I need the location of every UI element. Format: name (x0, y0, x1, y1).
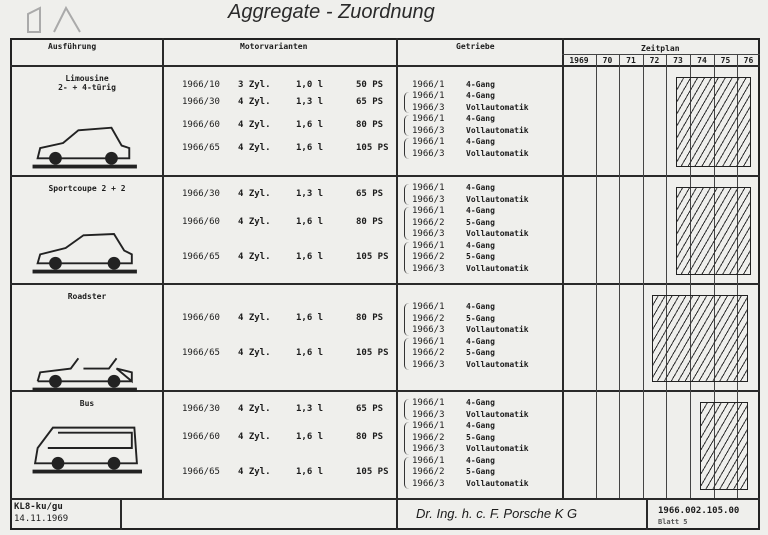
motor-code: 1966/60 (182, 313, 220, 324)
header-ausfuehrung: Ausführung (48, 42, 97, 51)
row-divider (10, 283, 760, 285)
year-label-71: 71 (626, 56, 636, 65)
gearbox-code: 1966/1 (412, 79, 445, 90)
gearbox-type: Vollautomatik (466, 229, 529, 238)
gearbox-code: 1966/2 (412, 217, 445, 228)
gearbox-code: 1966/1 (412, 455, 445, 466)
gearbox-type: Vollautomatik (466, 125, 529, 135)
footer-sheet: Blatt 5 (658, 518, 688, 526)
motor-ps: 65 PS (356, 96, 384, 107)
motor-disp: 1,6 l (296, 251, 324, 262)
motor-cyl: 4 Zyl. (238, 142, 271, 153)
gearbox-type: 5-Gang (466, 467, 495, 476)
gearbox-code: 1966/1 (412, 398, 445, 408)
motor-cyl: 4 Zyl. (238, 313, 271, 324)
gearbox-type: 4-Gang (466, 206, 495, 215)
gearbox-code: 1966/3 (412, 359, 445, 370)
gearbox-type: 4-Gang (466, 336, 495, 346)
coupe-car-icon (26, 220, 146, 276)
motor-ps: 80 PS (356, 217, 384, 228)
schedule-bar (676, 187, 751, 275)
gearbox-type: 4-Gang (466, 398, 495, 407)
gearbox-type: Vollautomatik (466, 263, 529, 273)
gearbox-code: 1966/2 (412, 252, 445, 262)
vehicle-name: Roadster (67, 292, 107, 301)
motor-code: 1966/60 (182, 119, 220, 130)
gearbox-code: 1966/3 (412, 263, 445, 274)
brace-icon (404, 338, 409, 371)
motor-code: 1966/65 (182, 251, 220, 262)
motor-ps: 65 PS (356, 403, 384, 414)
year-divider (619, 54, 620, 498)
gearbox-code: 1966/2 (412, 348, 445, 358)
gearbox-type: 4-Gang (466, 91, 495, 101)
gearbox-code: 1966/2 (412, 467, 445, 477)
gearbox-code: 1966/1 (412, 114, 445, 125)
brace-icon (404, 399, 409, 420)
footer-reference: KL8-ku/gu (14, 502, 63, 512)
motor-cyl: 4 Zyl. (238, 347, 271, 358)
motor-ps: 65 PS (356, 188, 384, 199)
footer-date: 14.11.1969 (14, 514, 69, 524)
motor-cyl: 4 Zyl. (238, 217, 271, 228)
year-divider (643, 54, 644, 498)
footer-document-number: 1966.002.105.00 (658, 506, 740, 516)
gearbox-code: 1966/1 (412, 240, 445, 251)
year-label-70: 70 (602, 56, 613, 65)
motor-ps: 80 PS (356, 119, 384, 130)
gearbox-type: 4-Gang (466, 114, 495, 124)
column-divider (562, 38, 564, 498)
vehicle-name: Sportcoupe 2 + 2 (48, 184, 126, 193)
motor-ps: 80 PS (356, 432, 384, 443)
vehicle-name: Bus (79, 399, 95, 408)
header-motorvarianten: Motorvarianten (240, 42, 308, 51)
gearbox-code: 1966/3 (412, 444, 445, 454)
year-label-1969: 1969 (569, 56, 589, 65)
da-logo (24, 4, 86, 36)
gearbox-type: 5-Gang (466, 432, 495, 442)
motor-ps: 105 PS (356, 251, 389, 262)
gearbox-type: 4-Gang (466, 79, 495, 89)
motor-cyl: 4 Zyl. (238, 466, 271, 477)
gearbox-code: 1966/3 (412, 125, 445, 136)
motor-code: 1966/65 (182, 142, 220, 153)
row-divider (10, 65, 760, 67)
gearbox-type: Vollautomatik (466, 194, 529, 204)
gearbox-code: 1966/3 (412, 325, 445, 335)
roadster-car-icon (26, 338, 146, 394)
motor-code: 1966/60 (182, 217, 220, 228)
document-title: Aggregate - Zuordnung (228, 1, 435, 23)
footer-divider (120, 498, 122, 530)
gearbox-code: 1966/1 (412, 137, 445, 148)
gearbox-type: Vollautomatik (466, 359, 529, 369)
gearbox-type: 4-Gang (466, 137, 495, 147)
schedule-bar (652, 295, 748, 382)
gearbox-type: 4-Gang (466, 455, 495, 465)
year-label-72: 72 (649, 56, 660, 65)
brace-icon (404, 138, 409, 159)
brace-icon (404, 115, 409, 136)
footer-divider (646, 498, 648, 530)
brace-icon (404, 303, 409, 336)
gearbox-type: 5-Gang (466, 313, 495, 323)
gearbox-code: 1966/1 (412, 421, 445, 431)
gearbox-type: 4-Gang (466, 240, 495, 250)
gearbox-code: 1966/1 (412, 302, 445, 312)
gearbox-code: 1966/1 (412, 91, 445, 102)
motor-disp: 1,6 l (296, 347, 324, 358)
column-divider (162, 38, 164, 498)
motor-disp: 1,6 l (296, 466, 324, 477)
year-label-74: 74 (697, 56, 707, 65)
year-header-line (562, 54, 760, 55)
brace-icon (404, 92, 409, 113)
gearbox-code: 1966/3 (412, 148, 445, 159)
gearbox-type: Vollautomatik (466, 409, 529, 419)
gearbox-code: 1966/3 (412, 194, 445, 205)
gearbox-type: 5-Gang (466, 252, 495, 261)
brace-icon (404, 422, 409, 455)
gearbox-type: Vollautomatik (466, 444, 529, 453)
motor-disp: 1,3 l (296, 188, 324, 199)
gearbox-type: Vollautomatik (466, 102, 529, 112)
vehicle-name: Limousine 2- + 4-türig (58, 74, 116, 92)
hatchback-car-icon (26, 115, 146, 171)
brace-icon (404, 207, 409, 240)
gearbox-type: Vollautomatik (466, 325, 529, 334)
schedule-bar (676, 77, 751, 167)
schedule-bar (700, 402, 749, 490)
motor-code: 1966/10 (182, 79, 220, 90)
bus-icon (26, 420, 146, 476)
gearbox-type: 5-Gang (466, 217, 495, 227)
motor-ps: 50 PS (356, 79, 384, 90)
motor-disp: 1,6 l (296, 313, 324, 324)
gearbox-type: 4-Gang (466, 302, 495, 311)
motor-code: 1966/30 (182, 403, 220, 414)
footer-divider (396, 498, 398, 530)
motor-cyl: 3 Zyl. (238, 79, 271, 90)
year-divider (596, 54, 597, 498)
motor-disp: 1,6 l (296, 119, 324, 130)
gearbox-type: Vollautomatik (466, 148, 529, 158)
motor-disp: 1,3 l (296, 403, 324, 414)
gearbox-code: 1966/2 (412, 432, 445, 443)
gearbox-code: 1966/3 (412, 229, 445, 239)
year-divider (666, 54, 667, 498)
gearbox-code: 1966/1 (412, 336, 445, 347)
year-label-75: 75 (720, 56, 731, 65)
gearbox-code: 1966/3 (412, 102, 445, 113)
year-label-73: 73 (673, 56, 683, 65)
motor-disp: 1,3 l (296, 96, 324, 107)
motor-code: 1966/60 (182, 432, 220, 443)
motor-ps: 80 PS (356, 313, 384, 324)
motor-cyl: 4 Zyl. (238, 188, 271, 199)
motor-disp: 1,0 l (296, 79, 324, 90)
header-getriebe: Getriebe (456, 42, 495, 51)
gearbox-type: 4-Gang (466, 183, 495, 192)
gearbox-code: 1966/2 (412, 313, 445, 324)
motor-ps: 105 PS (356, 347, 389, 358)
row-divider (10, 175, 760, 177)
motor-cyl: 4 Zyl. (238, 432, 271, 443)
motor-cyl: 4 Zyl. (238, 96, 271, 107)
motor-code: 1966/30 (182, 96, 220, 107)
motor-code: 1966/30 (182, 188, 220, 199)
motor-cyl: 4 Zyl. (238, 403, 271, 414)
footer-company: Dr. Ing. h. c. F. Porsche K G (416, 506, 578, 521)
gearbox-code: 1966/3 (412, 409, 445, 420)
brace-icon (404, 184, 409, 205)
motor-disp: 1,6 l (296, 217, 324, 228)
motor-cyl: 4 Zyl. (238, 251, 271, 262)
gearbox-type: Vollautomatik (466, 478, 529, 488)
motor-code: 1966/65 (182, 347, 220, 358)
column-divider (396, 38, 398, 498)
motor-ps: 105 PS (356, 142, 389, 153)
gearbox-code: 1966/1 (412, 183, 445, 193)
brace-icon (404, 242, 409, 275)
motor-ps: 105 PS (356, 466, 389, 477)
gearbox-code: 1966/3 (412, 478, 445, 489)
brace-icon (404, 457, 409, 490)
header-zeitplan: Zeitplan (641, 44, 680, 53)
year-label-76: 76 (743, 56, 754, 65)
motor-cyl: 4 Zyl. (238, 119, 271, 130)
gearbox-code: 1966/1 (412, 206, 445, 216)
motor-code: 1966/65 (182, 466, 220, 477)
motor-disp: 1,6 l (296, 142, 324, 153)
gearbox-type: 5-Gang (466, 348, 495, 357)
motor-disp: 1,6 l (296, 432, 324, 443)
gearbox-type: 4-Gang (466, 421, 495, 430)
